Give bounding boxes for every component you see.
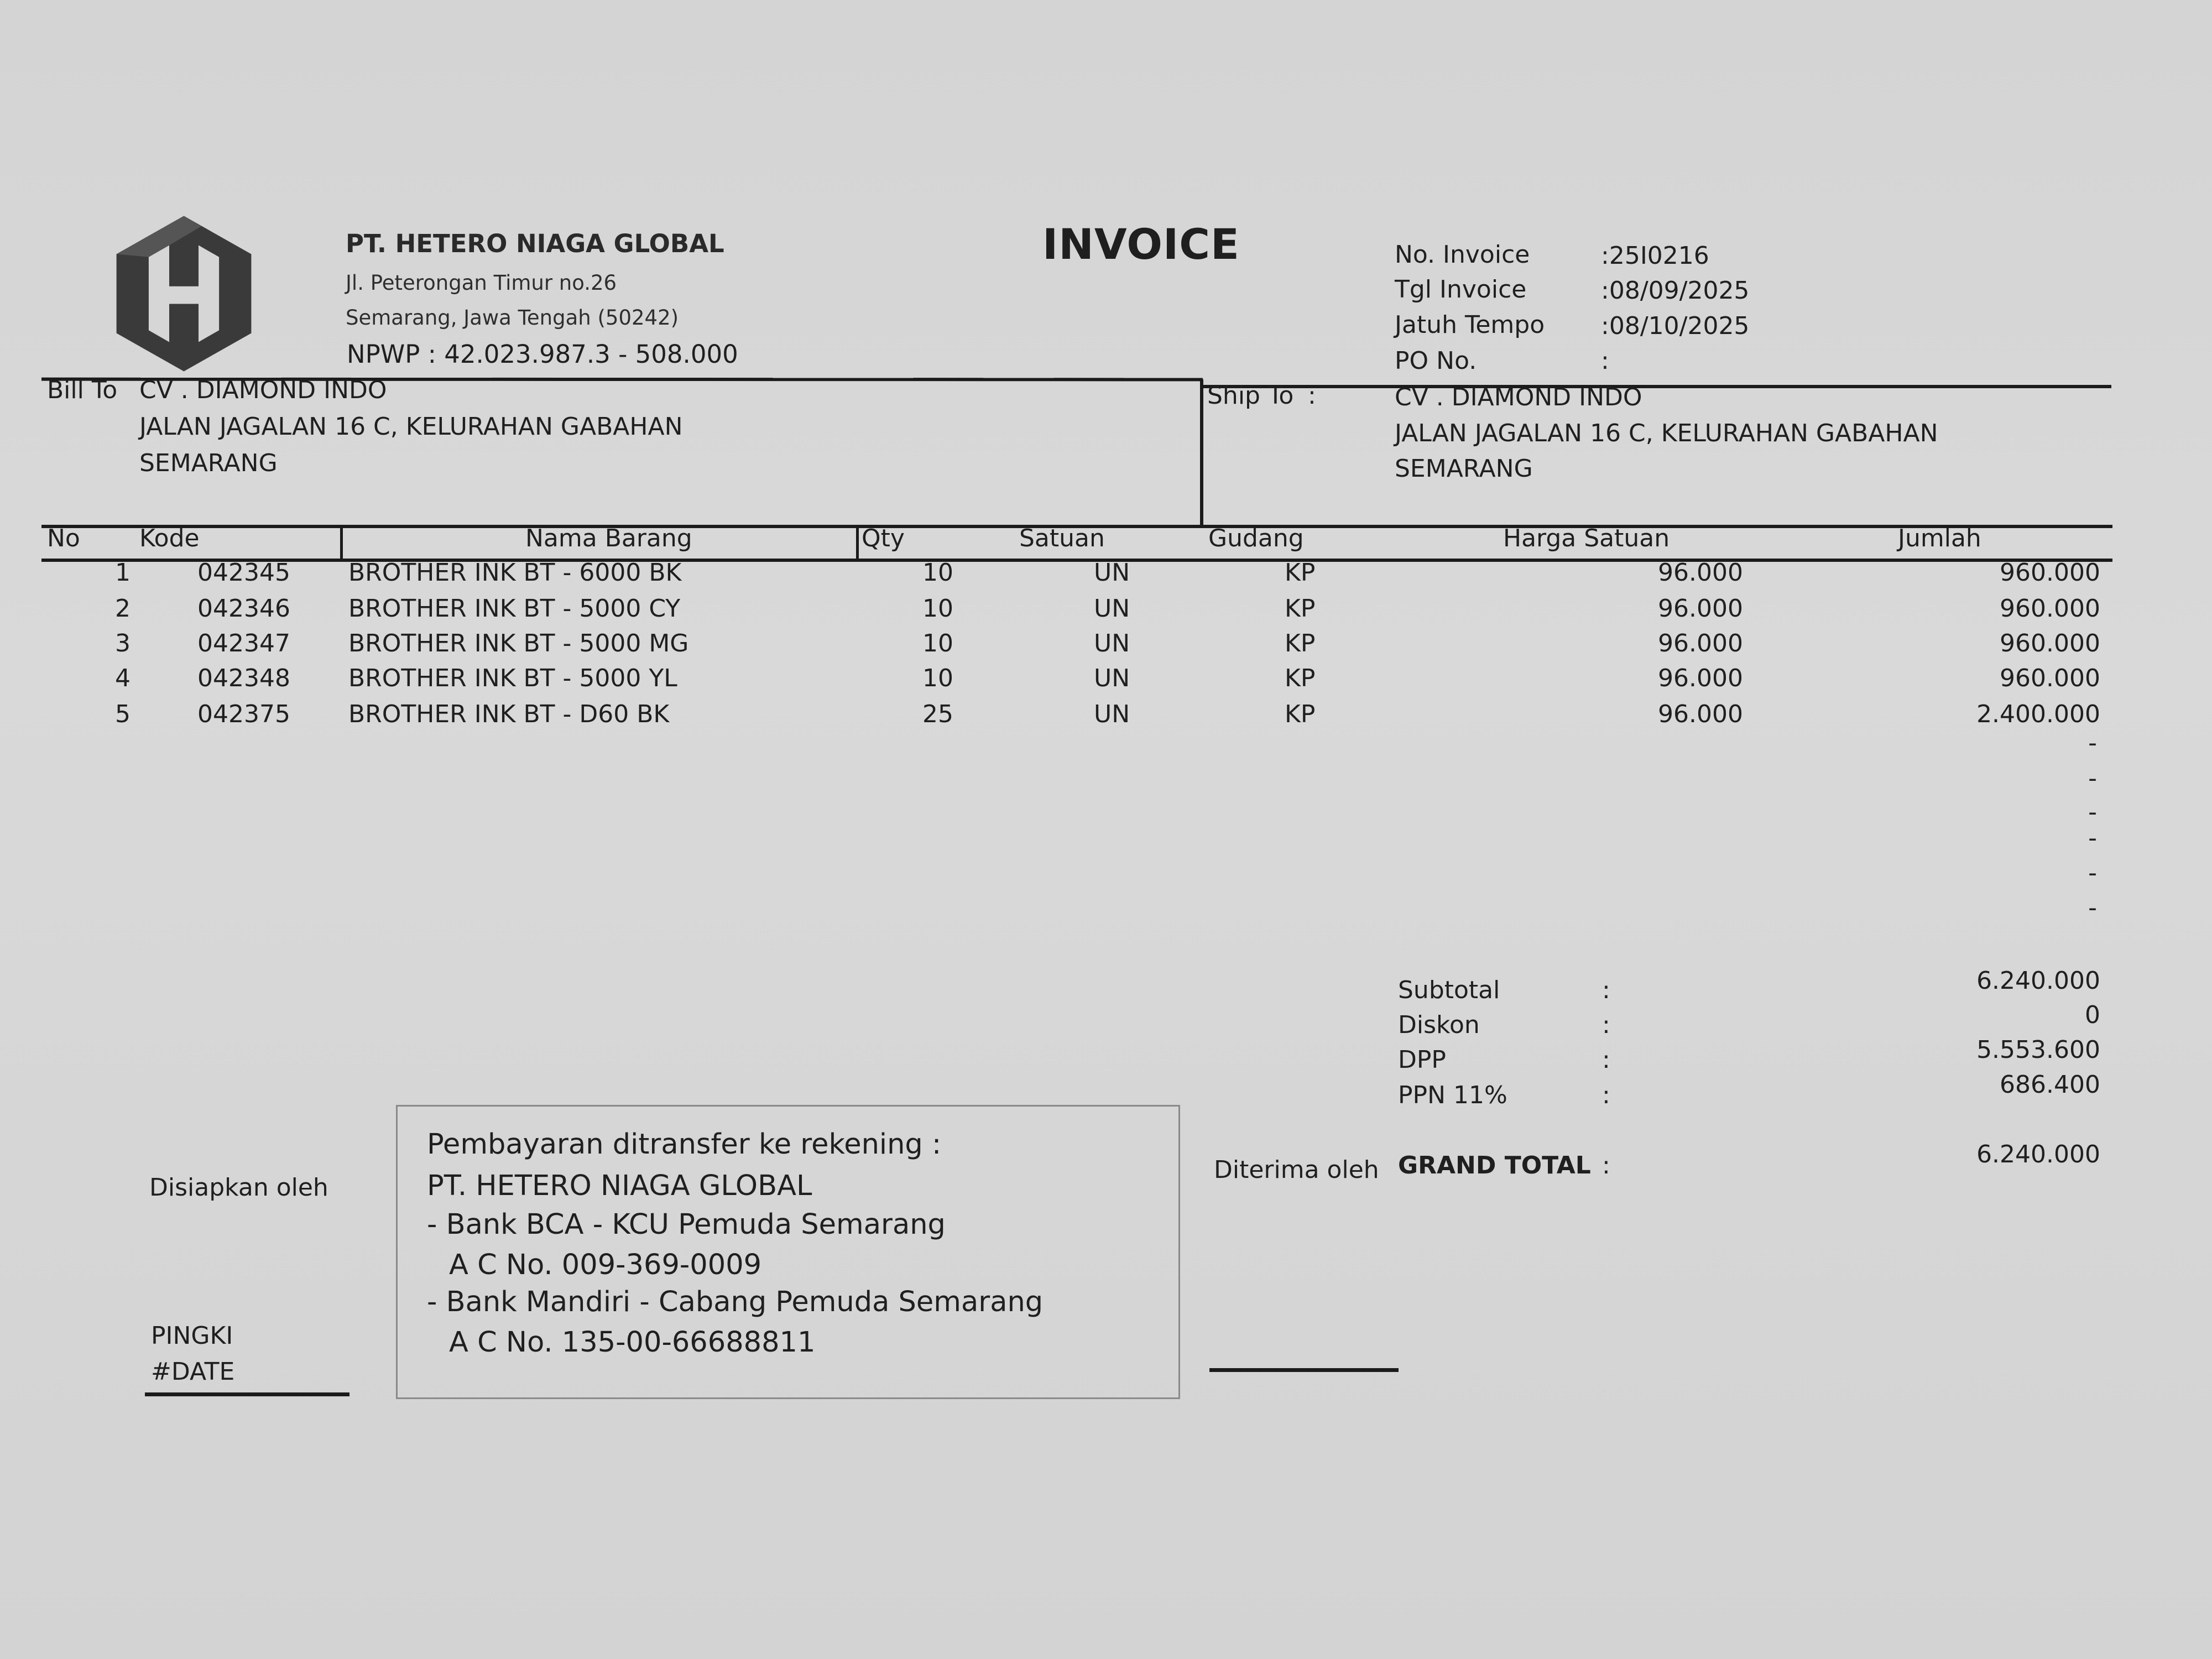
company-logo-icon bbox=[111, 213, 257, 374]
cell-no: 3 bbox=[115, 629, 131, 658]
col-header-gudang: Gudang bbox=[1208, 524, 1304, 552]
payment-line-3: - Bank BCA - KCU Pemuda Semarang bbox=[427, 1208, 946, 1241]
empty-row-dash: - bbox=[2088, 824, 2097, 852]
prepared-by-name: PINGKI bbox=[151, 1322, 233, 1350]
cell-qty: 10 bbox=[922, 594, 953, 623]
payment-line-4: A C No. 009-369-0009 bbox=[449, 1249, 762, 1281]
invoice-no-value: :25I0216 bbox=[1601, 242, 1709, 270]
po-no-label: PO No. bbox=[1395, 347, 1477, 375]
col-header-jumlah: Jumlah bbox=[1898, 524, 1981, 552]
cell-jumlah: 960.000 bbox=[2000, 664, 2100, 692]
company-name: PT. HETERO NIAGA GLOBAL bbox=[346, 229, 724, 258]
invoice-date-value: :08/09/2025 bbox=[1601, 276, 1750, 305]
cell-satuan: UN bbox=[1094, 594, 1130, 623]
payment-line-5: - Bank Mandiri - Cabang Pemuda Semarang bbox=[427, 1286, 1044, 1318]
cell-satuan: UN bbox=[1094, 664, 1130, 692]
ppn-sep: : bbox=[1602, 1081, 1610, 1109]
diskon-label: Diskon bbox=[1398, 1011, 1480, 1039]
cell-kode: 042375 bbox=[197, 700, 290, 728]
received-by-label: Diterima oleh bbox=[1214, 1156, 1379, 1184]
col-header-satuan: Satuan bbox=[1019, 524, 1105, 552]
cell-nama: BROTHER INK BT - 5000 CY bbox=[348, 594, 681, 623]
table-col-divider-1 bbox=[340, 526, 343, 560]
cell-qty: 10 bbox=[922, 559, 953, 587]
company-address-1: Jl. Peterongan Timur no.26 bbox=[346, 271, 617, 295]
dpp-sep: : bbox=[1602, 1046, 1610, 1074]
cell-gudang: KP bbox=[1285, 559, 1316, 587]
bill-to-address-2: SEMARANG bbox=[139, 449, 278, 477]
diskon-value: 0 bbox=[2085, 1001, 2100, 1029]
document-title: INVOICE bbox=[1042, 220, 1240, 269]
cell-harga: 96.000 bbox=[1658, 559, 1743, 587]
cell-harga: 96.000 bbox=[1658, 664, 1743, 692]
ship-to-name: CV . DIAMOND INDO bbox=[1395, 383, 1642, 411]
grand-total-sep: : bbox=[1602, 1151, 1610, 1180]
cell-harga: 96.000 bbox=[1658, 700, 1743, 728]
grand-total-label: GRAND TOTAL bbox=[1398, 1151, 1591, 1180]
ship-to-address-1: JALAN JAGALAN 16 C, KELURAHAN GABAHAN bbox=[1395, 419, 1938, 447]
cell-jumlah: 2.400.000 bbox=[1976, 700, 2100, 728]
subtotal-sep: : bbox=[1602, 976, 1610, 1004]
cell-nama: BROTHER INK BT - D60 BK bbox=[348, 700, 670, 728]
empty-row-dash: - bbox=[2088, 894, 2097, 922]
payment-line-1: Pembayaran ditransfer ke rekening : bbox=[427, 1128, 942, 1161]
cell-qty: 25 bbox=[922, 700, 953, 728]
prepared-signature-line bbox=[145, 1392, 349, 1396]
bill-to-name: CV . DIAMOND INDO bbox=[139, 376, 387, 404]
cell-gudang: KP bbox=[1285, 629, 1316, 658]
cell-harga: 96.000 bbox=[1658, 594, 1743, 623]
cell-nama: BROTHER INK BT - 5000 MG bbox=[348, 629, 689, 658]
subtotal-label: Subtotal bbox=[1398, 976, 1500, 1004]
subtotal-value: 6.240.000 bbox=[1976, 967, 2100, 995]
empty-row-dash: - bbox=[2088, 729, 2097, 757]
invoice-no-label: No. Invoice bbox=[1395, 241, 1530, 269]
cell-kode: 042346 bbox=[197, 594, 290, 623]
cell-jumlah: 960.000 bbox=[2000, 629, 2100, 658]
cell-satuan: UN bbox=[1094, 559, 1130, 587]
col-header-no: No bbox=[47, 524, 80, 552]
payment-line-2: PT. HETERO NIAGA GLOBAL bbox=[427, 1170, 812, 1202]
ship-to-top-line bbox=[1202, 385, 2111, 388]
company-npwp: NPWP : 42.023.987.3 - 508.000 bbox=[347, 340, 738, 369]
ship-to-address-2: SEMARANG bbox=[1395, 455, 1533, 483]
diskon-sep: : bbox=[1602, 1011, 1610, 1039]
empty-row-dash: - bbox=[2088, 859, 2097, 887]
ship-to-separator: : bbox=[1308, 382, 1316, 410]
ship-to-label: Ship To bbox=[1207, 382, 1294, 410]
cell-no: 4 bbox=[115, 664, 131, 692]
cell-no: 2 bbox=[115, 594, 131, 623]
dpp-label: DPP bbox=[1398, 1046, 1446, 1074]
due-date-label: Jatuh Tempo bbox=[1395, 311, 1545, 339]
cell-qty: 10 bbox=[922, 629, 953, 658]
cell-harga: 96.000 bbox=[1658, 629, 1743, 658]
cell-jumlah: 960.000 bbox=[2000, 559, 2100, 587]
ppn-label: PPN 11% bbox=[1398, 1081, 1507, 1109]
dpp-value: 5.553.600 bbox=[1976, 1036, 2100, 1064]
cell-satuan: UN bbox=[1094, 629, 1130, 658]
po-no-value: : bbox=[1601, 347, 1609, 375]
due-date-value: :08/10/2025 bbox=[1601, 312, 1750, 340]
cell-qty: 10 bbox=[922, 664, 953, 692]
grand-total-value: 6.240.000 bbox=[1976, 1140, 2100, 1168]
received-signature-line bbox=[1209, 1368, 1399, 1372]
cell-gudang: KP bbox=[1285, 700, 1316, 728]
ppn-value: 686.400 bbox=[2000, 1071, 2100, 1099]
cell-kode: 042348 bbox=[197, 664, 290, 692]
cell-satuan: UN bbox=[1094, 700, 1130, 728]
bill-ship-divider bbox=[1200, 379, 1203, 526]
cell-nama: BROTHER INK BT - 5000 YL bbox=[348, 664, 677, 692]
bill-to-label: Bill To bbox=[47, 376, 118, 404]
col-header-nama: Nama Barang bbox=[525, 524, 692, 552]
cell-nama: BROTHER INK BT - 6000 BK bbox=[348, 559, 682, 587]
prepared-by-label: Disiapkan oleh bbox=[149, 1173, 328, 1202]
empty-row-dash: - bbox=[2088, 798, 2097, 826]
company-address-2: Semarang, Jawa Tengah (50242) bbox=[346, 306, 679, 330]
table-col-divider-2 bbox=[856, 526, 859, 560]
cell-kode: 042347 bbox=[197, 629, 290, 658]
col-header-qty: Qty bbox=[862, 524, 905, 552]
col-header-kode: Kode bbox=[139, 524, 200, 552]
invoice-date-label: Tgl Invoice bbox=[1395, 275, 1527, 304]
payment-line-6: A C No. 135-00-66688811 bbox=[449, 1326, 816, 1359]
cell-no: 5 bbox=[115, 700, 131, 728]
cell-kode: 042345 bbox=[197, 559, 290, 587]
prepared-by-date: #DATE bbox=[151, 1358, 235, 1386]
col-header-harga: Harga Satuan bbox=[1503, 524, 1670, 552]
cell-gudang: KP bbox=[1285, 594, 1316, 623]
cell-gudang: KP bbox=[1285, 664, 1316, 692]
cell-no: 1 bbox=[115, 559, 131, 587]
empty-row-dash: - bbox=[2088, 764, 2097, 792]
bill-to-address-1: JALAN JAGALAN 16 C, KELURAHAN GABAHAN bbox=[139, 413, 683, 441]
cell-jumlah: 960.000 bbox=[2000, 594, 2100, 623]
